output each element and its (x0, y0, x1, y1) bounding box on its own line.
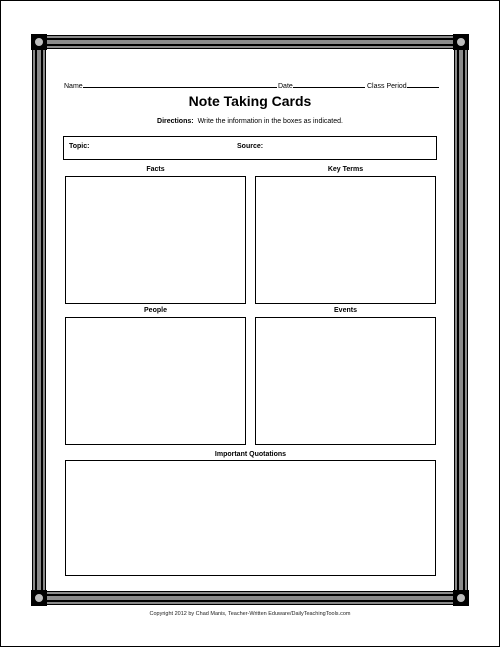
class-period-label: Class Period (367, 83, 407, 90)
frame-right-bar (454, 43, 468, 598)
facts-box[interactable] (65, 176, 246, 304)
facts-heading: Facts (146, 166, 165, 173)
quotations-heading: Important Quotations (214, 451, 287, 458)
date-field[interactable] (278, 80, 365, 90)
quotations-box[interactable] (65, 460, 436, 576)
events-heading: Events (334, 307, 357, 314)
date-label: Date (278, 83, 293, 90)
key-terms-heading: Key Terms (327, 166, 364, 173)
name-label: Name (64, 83, 83, 90)
date-line (293, 80, 365, 88)
corner-bolt-icon (453, 34, 469, 50)
key-terms-box[interactable] (255, 176, 436, 304)
frame-top-bar (40, 35, 462, 49)
corner-bolt-icon (31, 34, 47, 50)
copyright-footer: Copyright 2012 by Chad Manis, Teacher-Written Eduware/DailyTeachingTools.com (149, 611, 351, 617)
name-field[interactable] (64, 80, 277, 90)
directions-text: Write the information in the boxes as indicated. (197, 118, 343, 125)
frame-left-bar (32, 43, 46, 598)
page-title: Note Taking Cards (188, 93, 312, 109)
frame-bottom-bar (40, 591, 462, 605)
events-box[interactable] (255, 317, 436, 445)
topic-label: Topic: (69, 143, 90, 150)
directions (0, 118, 500, 125)
source-label: Source: (237, 143, 264, 150)
class-period-line (407, 80, 439, 88)
people-box[interactable] (65, 317, 246, 445)
class-period-field[interactable] (367, 80, 439, 90)
corner-bolt-icon (453, 590, 469, 606)
directions-label: Directions: (157, 118, 194, 125)
corner-bolt-icon (31, 590, 47, 606)
name-line (83, 80, 277, 88)
people-heading: People (144, 307, 167, 314)
